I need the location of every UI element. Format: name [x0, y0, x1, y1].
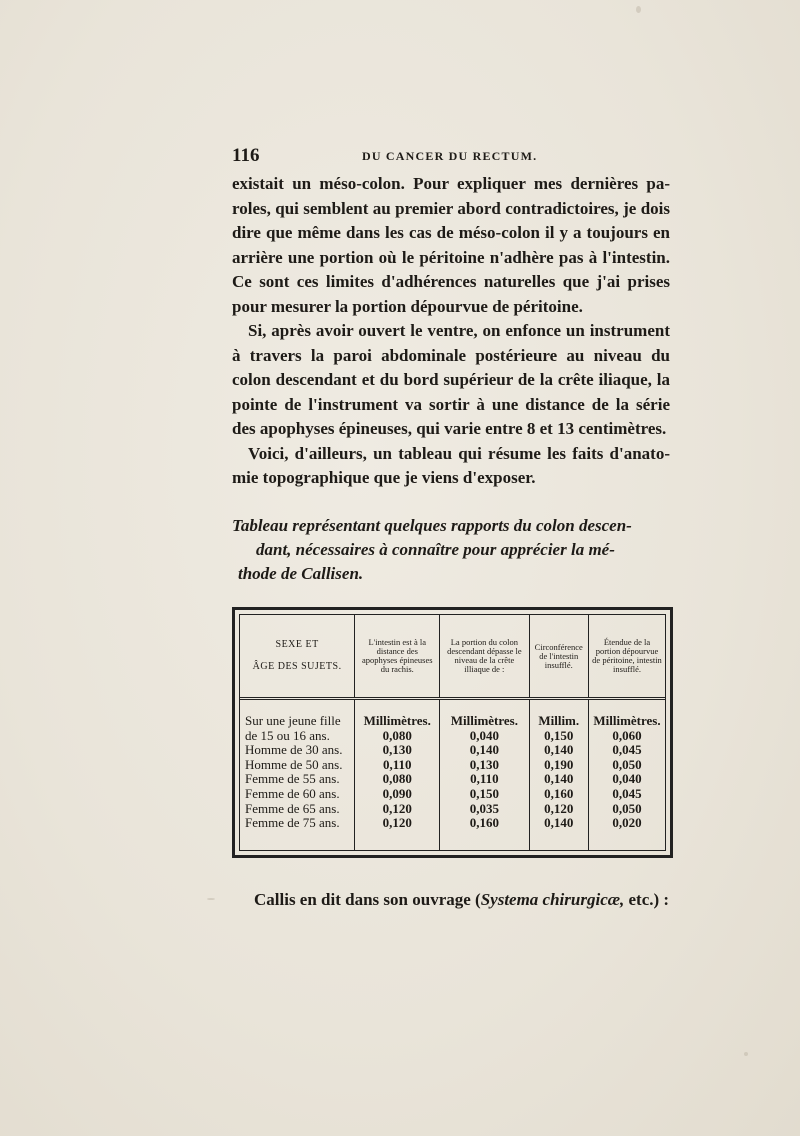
table-cell: 0,140	[544, 771, 574, 787]
page-number: 116	[232, 145, 260, 166]
table-column-cells	[240, 699, 355, 851]
column-header: La portion du colon descendant dépasse le niveau de la crête illiaque de :	[440, 615, 529, 699]
unit-label: Millimètres.	[593, 713, 661, 728]
table-column-cells	[440, 699, 529, 851]
table-cell: 0,080	[382, 727, 412, 743]
subject-label: Femme de 75 ans.	[245, 815, 340, 831]
text-line: pour mesurer la portion dépourvue de péritoine.	[232, 296, 583, 316]
subject-label: de 15 ou 16 ans.	[245, 727, 330, 743]
table-cell: 0,140	[469, 742, 499, 758]
table-cell: 0,045	[612, 785, 642, 801]
text-line: Ce sont ces limites d'adhérences naturelles que j'ai prises	[232, 272, 670, 291]
closing-italic-title: Systema chirurgicæ,	[480, 890, 625, 909]
paragraph-3	[232, 442, 670, 491]
table-cell: 0,020	[612, 815, 642, 831]
text-line: dire que même dans les cas de méso-colon il y a toujours en	[232, 223, 670, 242]
closing-text-start: Callis en dit dans son ouvrage (	[254, 890, 481, 909]
closing-line	[254, 890, 669, 910]
subject-label: Femme de 65 ans.	[245, 800, 340, 816]
data-table	[240, 615, 665, 850]
caption-line-3: thode de Callisen.	[238, 564, 364, 583]
subject-label: Homme de 30 ans.	[245, 742, 343, 758]
text-line: Voici, d'ailleurs, un tableau qui résume les faits d'anato-	[248, 443, 670, 463]
table-cell: 0,140	[544, 815, 574, 831]
text-line: apophyses épineuses, qui varie entre 8 et 13 centimètres.	[259, 419, 667, 438]
text-line: arrière une portion où le péritoine n'adhère pas à l'intestin.	[232, 247, 670, 267]
unit-label: Millim.	[538, 713, 580, 728]
table-cell: 0,160	[469, 815, 499, 831]
table-column-cells	[529, 699, 589, 851]
table-cell: 0,040	[612, 771, 642, 787]
table-cell: 0,110	[470, 771, 499, 787]
closing-text-end: etc.) :	[624, 890, 670, 909]
column-header: Étendue de la portion dépourvue de péritoine, intestin insufflé.	[589, 615, 666, 699]
subject-label: Femme de 60 ans.	[245, 785, 340, 801]
text-line: existait un méso-colon. Pour expliquer mes dernières pa-	[232, 174, 670, 193]
table-cell: 0,050	[612, 756, 642, 772]
text-line: descendant et du bord supérieur de la crête iliaque, la	[275, 370, 670, 389]
table-cell: 0,040	[469, 727, 499, 743]
unit-label: Millimètres.	[450, 713, 518, 728]
column-header: Circonférence de l'intestin insufflé.	[529, 615, 589, 699]
table-cell: 0,140	[544, 742, 574, 758]
text-line: pointe de l'instrument va sortir à une distance de la série des	[232, 394, 670, 438]
table-cell: 0,045	[612, 742, 642, 758]
subject-label: Sur une jeune fille	[245, 713, 341, 728]
text-line: mie topographique que je viens d'exposer.	[232, 468, 536, 487]
caption-line-2: dant, nécessaires à connaître pour apprécier la mé-	[256, 540, 615, 559]
table-column-cells	[589, 699, 666, 851]
table-cell: 0,035	[469, 800, 499, 816]
table-cell: 0,190	[544, 756, 574, 772]
running-title: DU CANCER DU RECTUM.	[362, 149, 538, 163]
text-line: à travers la paroi abdominale postérieure au niveau du colon	[232, 345, 670, 389]
subject-label: Homme de 50 ans.	[245, 756, 343, 772]
table-cell: 0,110	[382, 756, 412, 772]
table-cell: 0,130	[469, 756, 499, 772]
table-cell: 0,050	[612, 800, 642, 816]
unit-label: Millimètres.	[363, 713, 431, 728]
paragraph-2	[232, 319, 670, 442]
paragraph-1	[232, 172, 670, 319]
table-cell: 0,060	[612, 727, 642, 743]
column-header: SEXE ET ÂGE DES SUJETS.	[240, 615, 355, 699]
body-text	[232, 172, 670, 491]
table-cell: 0,150	[544, 727, 574, 743]
text-line: Si, après avoir ouvert le ventre, on enfonce un instrument	[248, 321, 670, 340]
column-header: L'intestin est à la distance des apophyses épineuses du rachis.	[355, 615, 440, 699]
table-column-cells	[355, 699, 440, 851]
table-cell: 0,130	[382, 742, 412, 758]
table-cell: 0,090	[382, 785, 412, 801]
page-header	[232, 145, 672, 167]
table-cell: 0,120	[382, 815, 412, 831]
table-cell: 0,120	[382, 800, 412, 816]
table-cell: 0,160	[544, 785, 574, 801]
table-cell: 0,080	[382, 771, 412, 787]
subject-label: Femme de 55 ans.	[245, 771, 340, 787]
table-cell: 0,120	[544, 800, 574, 816]
text-line: roles, qui semblent au premier abord contradictoires, je dois	[232, 198, 670, 218]
table-cell: 0,150	[469, 785, 499, 801]
table-caption	[232, 514, 672, 586]
data-table-frame	[232, 607, 673, 858]
caption-line-1: Tableau représentant quelques rapports du colon descen-	[232, 516, 632, 535]
